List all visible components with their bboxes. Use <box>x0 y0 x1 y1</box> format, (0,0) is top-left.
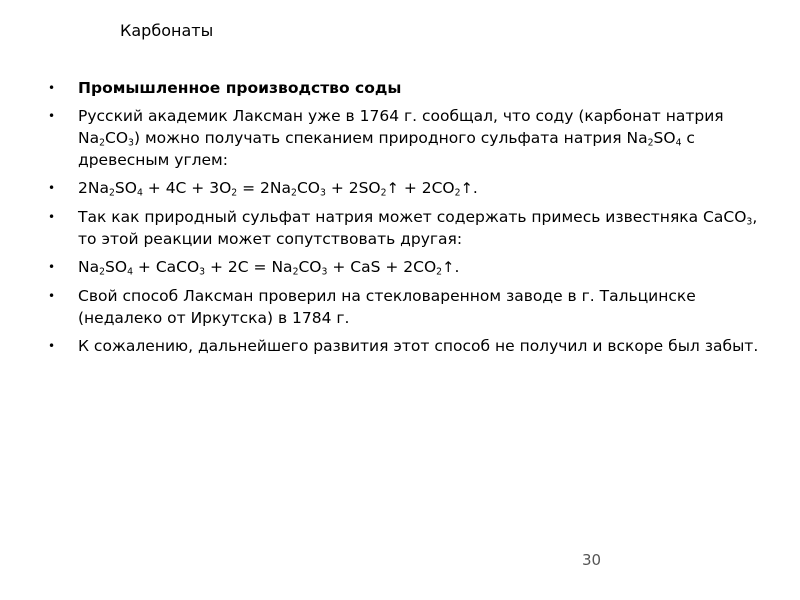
text-run: Так как природный сульфат натрия может содержать примесь известняка CaCO <box>78 208 747 226</box>
subscript: 2 <box>292 266 299 278</box>
subscript: 2 <box>99 137 106 149</box>
gas-arrow-icon: ↑ <box>386 180 399 197</box>
bullet-item <box>48 206 760 250</box>
page-number: 30 <box>582 551 602 569</box>
subscript: 3 <box>319 187 326 199</box>
text-run: + 2C = Na <box>205 258 293 276</box>
text-run: ) можно получать спеканием природного сульфата натрия Na <box>133 129 648 147</box>
bullet-text <box>78 107 724 169</box>
text-run: Na <box>78 258 100 276</box>
text-run: + 2CO <box>398 179 455 197</box>
text-run: + CaCO <box>132 258 200 276</box>
text-run: . <box>454 258 460 276</box>
subscript: 3 <box>128 137 134 149</box>
bullet-text <box>78 337 758 355</box>
text-run: CO <box>298 258 322 276</box>
text-run: + 2SO <box>325 179 381 197</box>
bullet-item <box>48 105 760 171</box>
subscript: 4 <box>136 187 143 199</box>
bullet-item <box>48 256 760 279</box>
subscript: 4 <box>675 137 682 149</box>
bullet-dot-icon: • <box>48 260 56 274</box>
text-run: Промышленное производство соды <box>78 79 402 97</box>
subscript: 2 <box>108 187 115 199</box>
subscript: 2 <box>647 137 654 149</box>
text-run: CO <box>296 179 320 197</box>
subscript: 4 <box>127 266 133 278</box>
text-run: SO <box>114 179 137 197</box>
subscript: 2 <box>99 266 106 278</box>
subscript: 3 <box>746 216 753 228</box>
subscript: 2 <box>291 187 297 199</box>
text-run: 2Na <box>78 179 109 197</box>
subscript: 3 <box>321 266 328 278</box>
text-run: + 4C + 3O <box>142 179 232 197</box>
bullet-text <box>78 79 401 97</box>
text-run: К сожалению, дальнейшего развития этот способ не получил и вскоре был забыт. <box>78 337 759 355</box>
subscript: 2 <box>380 187 387 199</box>
text-run: SO <box>105 258 128 276</box>
text-run: SO <box>653 129 676 147</box>
text-run: CO <box>105 129 129 147</box>
subscript: 2 <box>454 187 461 199</box>
text-run: = 2Na <box>237 179 292 197</box>
text-run: Русский академик Лаксман уже в 1764 г. сообщал, что соду (карбонат натрия Na <box>78 107 724 147</box>
bullet-list <box>48 77 760 363</box>
text-run: + CaS + 2CO <box>327 258 437 276</box>
gas-arrow-icon: ↑ <box>460 180 473 197</box>
text-run: Свой способ Лаксман проверил на стекловаренном заводе в г. Тальцинске (недалеко от Иркутска) в 1784 г. <box>78 287 696 327</box>
text-run: с древесным углем: <box>78 129 695 169</box>
bullet-item <box>48 335 760 357</box>
bullet-dot-icon: • <box>48 181 56 195</box>
gas-arrow-icon: ↑ <box>442 259 455 276</box>
text-run: . <box>472 179 478 197</box>
bullet-dot-icon: • <box>48 109 56 123</box>
bullet-text <box>78 179 478 197</box>
bullet-text <box>78 258 459 276</box>
bullet-dot-icon: • <box>48 289 56 303</box>
text-run: , то этой реакции может сопутствовать другая: <box>78 208 758 248</box>
bullet-dot-icon: • <box>48 81 56 95</box>
bullet-text <box>78 287 696 327</box>
bullet-dot-icon: • <box>48 210 56 224</box>
subscript: 3 <box>199 266 206 278</box>
bullet-item <box>48 77 760 99</box>
subscript: 2 <box>436 266 443 278</box>
bullet-text <box>78 208 757 248</box>
bullet-dot-icon: • <box>48 339 56 353</box>
bullet-item <box>48 285 760 329</box>
slide-title: Карбонаты <box>120 21 214 40</box>
bullet-item <box>48 177 760 200</box>
subscript: 2 <box>231 187 238 199</box>
